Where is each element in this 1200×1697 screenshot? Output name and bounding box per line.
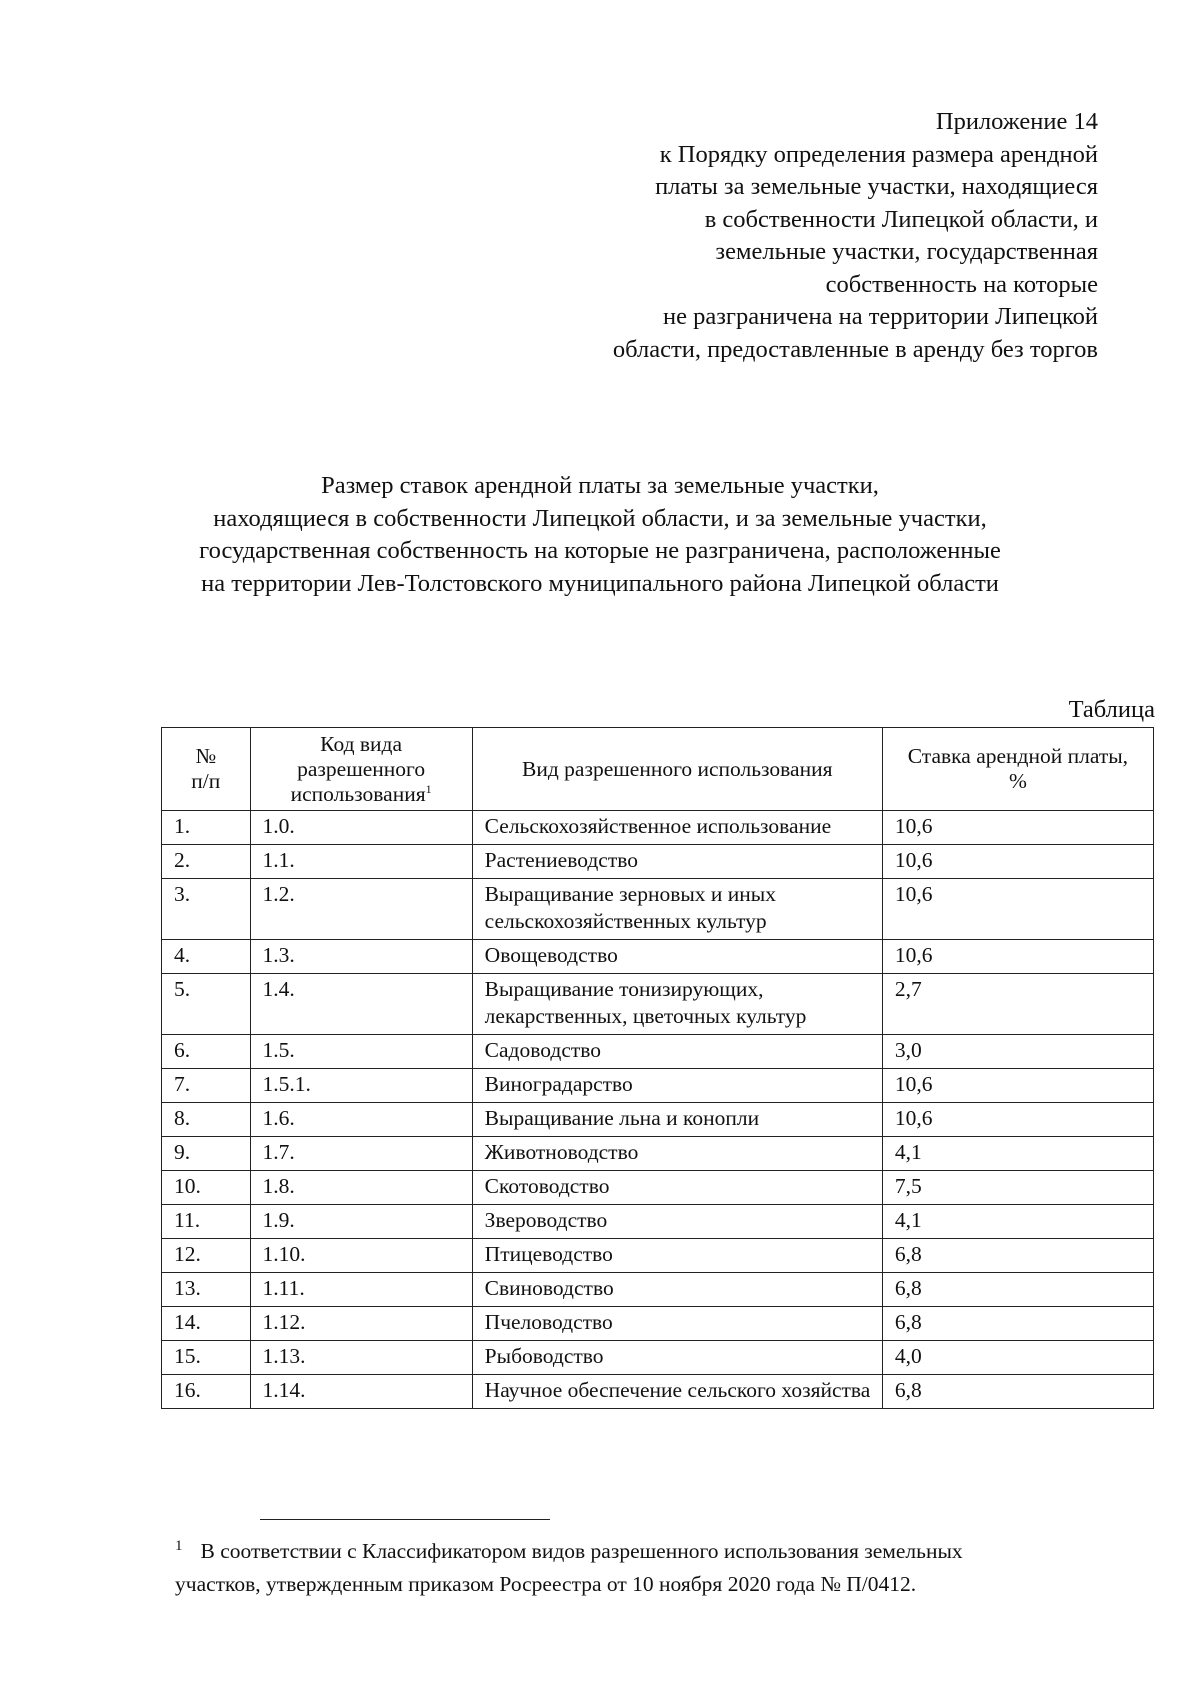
- row-rate: 4,0: [882, 1341, 1153, 1375]
- row-rate: 10,6: [882, 1103, 1153, 1137]
- row-code: 1.4.: [250, 974, 472, 1035]
- table-row: [162, 1069, 1154, 1103]
- appendix-line: не разграничена на территории Липецкой: [663, 303, 1098, 330]
- row-code: 1.11.: [250, 1273, 472, 1307]
- table-row: [162, 1375, 1154, 1409]
- title-line: Размер ставок арендной платы за земельные участки,: [321, 472, 879, 499]
- row-use: Выращивание тонизирующих, лекарственных, цветочных культур: [472, 974, 882, 1035]
- row-rate: 10,6: [882, 879, 1153, 940]
- row-use: Скотоводство: [472, 1171, 882, 1205]
- footnote-reference: 1: [425, 781, 432, 796]
- table-row: [162, 1341, 1154, 1375]
- title-line: на территории Лев-Толстовского муниципального района Липецкой области: [201, 569, 999, 597]
- header-number-abbr: п/п: [191, 769, 221, 793]
- header-use: Вид разрешенного использования: [472, 728, 882, 811]
- appendix-line: области, предоставленные в аренду без торгов: [612, 335, 1098, 363]
- table-caption: Таблица: [1068, 696, 1155, 723]
- row-code: 1.8.: [250, 1171, 472, 1205]
- row-rate: 6,8: [882, 1375, 1153, 1409]
- row-code: 1.6.: [250, 1103, 472, 1137]
- row-use: Растениеводство: [472, 845, 882, 879]
- appendix-line: в собственности Липецкой области, и: [704, 205, 1098, 233]
- table-row: [162, 1273, 1154, 1307]
- row-use: Пчеловодство: [472, 1307, 882, 1341]
- row-rate: 6,8: [882, 1239, 1153, 1273]
- document-title: [100, 470, 1100, 600]
- row-number: 7.: [162, 1069, 251, 1103]
- row-code: 1.3.: [250, 940, 472, 974]
- row-rate: 4,1: [882, 1205, 1153, 1239]
- row-number: 16.: [162, 1375, 251, 1409]
- row-number: 12.: [162, 1239, 251, 1273]
- row-use: Птицеводство: [472, 1239, 882, 1273]
- header-rate: [882, 728, 1153, 811]
- row-number: 8.: [162, 1103, 251, 1137]
- footnote-line: участков, утвержденным приказом Росреестра от 10 ноября 2020 года № П/0412.: [175, 1572, 917, 1596]
- row-use: Виноградарство: [472, 1069, 882, 1103]
- row-code: 1.12.: [250, 1307, 472, 1341]
- row-number: 15.: [162, 1341, 251, 1375]
- row-code: 1.9.: [250, 1205, 472, 1239]
- table-row: [162, 1137, 1154, 1171]
- table-row: [162, 811, 1154, 845]
- row-number: 4.: [162, 940, 251, 974]
- table-row: [162, 1205, 1154, 1239]
- row-code: 1.7.: [250, 1137, 472, 1171]
- row-use: Свиноводство: [472, 1273, 882, 1307]
- row-number: 3.: [162, 879, 251, 940]
- row-rate: 6,8: [882, 1273, 1153, 1307]
- footnote-mark: 1: [175, 1538, 183, 1554]
- row-number: 5.: [162, 974, 251, 1035]
- footnote-text: В соответствии с Классификатором видов разрешенного использования земельных: [200, 1539, 963, 1563]
- row-code: 1.1.: [250, 845, 472, 879]
- row-rate: 6,8: [882, 1307, 1153, 1341]
- row-number: 6.: [162, 1035, 251, 1069]
- table-header-row: [162, 728, 1154, 811]
- row-use: Животноводство: [472, 1137, 882, 1171]
- appendix-header: [538, 106, 1098, 366]
- row-use: Сельскохозяйственное использование: [472, 811, 882, 845]
- row-code: 1.10.: [250, 1239, 472, 1273]
- row-rate: 10,6: [882, 940, 1153, 974]
- row-code: 1.0.: [250, 811, 472, 845]
- row-number: 10.: [162, 1171, 251, 1205]
- row-number: 2.: [162, 845, 251, 879]
- row-rate: 10,6: [882, 811, 1153, 845]
- header-code-line: Код вида: [320, 731, 403, 756]
- footnote-line: [175, 1536, 1152, 1569]
- row-code: 1.2.: [250, 879, 472, 940]
- row-use: Рыбоводство: [472, 1341, 882, 1375]
- table-row: [162, 1239, 1154, 1273]
- appendix-line: к Порядку определения размера арендной: [659, 140, 1098, 168]
- row-rate: 7,5: [882, 1171, 1153, 1205]
- row-use: Научное обеспечение сельского хозяйства: [472, 1375, 882, 1409]
- table-row: [162, 1035, 1154, 1069]
- row-rate: 10,6: [882, 1069, 1153, 1103]
- row-code: 1.5.: [250, 1035, 472, 1069]
- row-code: 1.14.: [250, 1375, 472, 1409]
- row-number: 11.: [162, 1205, 251, 1239]
- row-rate: 3,0: [882, 1035, 1153, 1069]
- table-body: [162, 811, 1154, 1409]
- header-code-line: разрешенного: [297, 756, 426, 781]
- row-number: 1.: [162, 811, 251, 845]
- row-use: Садоводство: [472, 1035, 882, 1069]
- header-code: [250, 728, 472, 811]
- header-number-symbol: №: [195, 744, 217, 768]
- row-number: 14.: [162, 1307, 251, 1341]
- header-rate-line: Ставка арендной платы,: [907, 744, 1129, 768]
- row-rate: 4,1: [882, 1137, 1153, 1171]
- header-rate-unit: %: [1008, 769, 1027, 793]
- header-code-text: использования: [290, 781, 426, 806]
- row-use: Звероводство: [472, 1205, 882, 1239]
- header-code-line: [257, 782, 466, 807]
- table-row: [162, 974, 1154, 1035]
- footnote-divider: [260, 1519, 550, 1520]
- table-row: [162, 879, 1154, 940]
- row-code: 1.5.1.: [250, 1069, 472, 1103]
- rates-table: [161, 727, 1154, 1409]
- table-row: [162, 1171, 1154, 1205]
- row-use: Овощеводство: [472, 940, 882, 974]
- appendix-line: платы за земельные участки, находящиеся: [655, 173, 1098, 200]
- row-use: Выращивание льна и конопли: [472, 1103, 882, 1137]
- table-row: [162, 845, 1154, 879]
- appendix-line: собственность на которые: [825, 270, 1098, 298]
- footnote: [175, 1536, 1152, 1599]
- title-line: находящиеся в собственности Липецкой области, и за земельные участки,: [213, 504, 987, 532]
- title-line: государственная собственность на которые не разграничена, расположенные: [199, 537, 1001, 564]
- row-rate: 10,6: [882, 845, 1153, 879]
- table-row: [162, 1307, 1154, 1341]
- row-number: 9.: [162, 1137, 251, 1171]
- appendix-line: земельные участки, государственная: [715, 238, 1098, 265]
- row-use: Выращивание зерновых и иных сельскохозяйственных культур: [472, 879, 882, 940]
- appendix-line: Приложение 14: [935, 108, 1098, 135]
- table-row: [162, 1103, 1154, 1137]
- row-rate: 2,7: [882, 974, 1153, 1035]
- row-code: 1.13.: [250, 1341, 472, 1375]
- header-number: [162, 728, 251, 811]
- row-number: 13.: [162, 1273, 251, 1307]
- table-row: [162, 940, 1154, 974]
